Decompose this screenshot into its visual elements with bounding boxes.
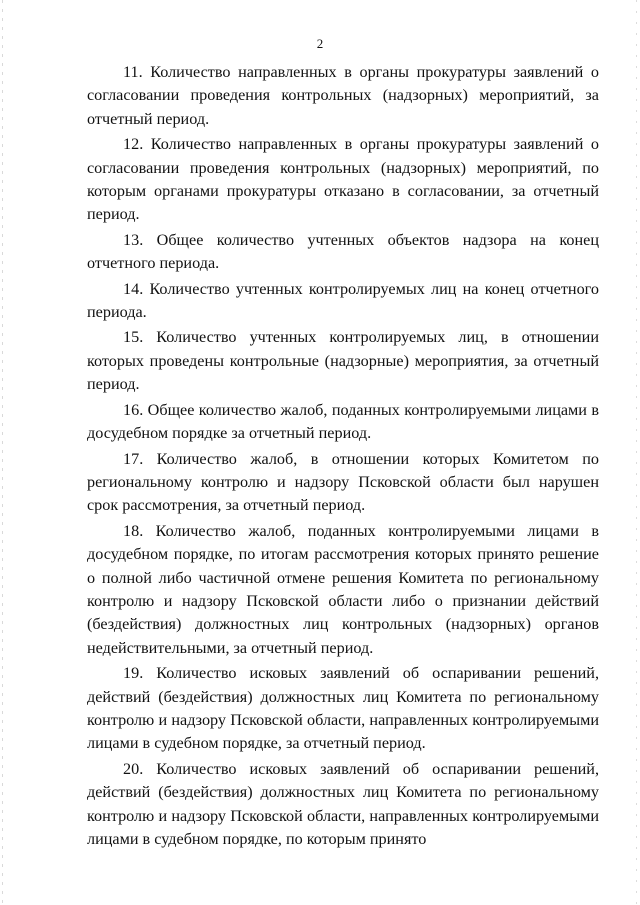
scan-edge-left	[2, 0, 3, 905]
paragraph-16: 16. Общее количество жалоб, поданных контролируемыми лицами в досудебном порядке за отчетный период.	[87, 400, 599, 443]
document-body	[87, 61, 599, 853]
paragraph-11: 11. Количество направленных в органы прокуратуры заявлений о согласовании проведения контрольных (надзорных) мероприятий, за отчетный период.	[87, 63, 599, 128]
paragraph-18: 18. Количество жалоб, поданных контролируемыми лицами в досудебном порядке, по итогам рассмотрения которых принято решение о полной либо частичной отмене решения Комитета по региональному контролю и надзору Псковской области либо о признании действий (бездействия) должностных лиц контрольных (надзорных) органов недействительными, за отчетный период.	[87, 521, 599, 657]
paragraph-19: 19. Количество исковых заявлений об оспаривании решений, действий (бездействия) должностных лиц Комитета по региональному контролю и надзору Псковской области, направленных контролируемыми лицами в судебном порядке, за отчетный период.	[87, 664, 599, 753]
paragraph-14: 14. Количество учтенных контролируемых лиц на конец отчетного периода.	[87, 279, 599, 322]
page-number: 2	[316, 36, 324, 51]
paragraph-15: 15. Количество учтенных контролируемых лиц, в отношении которых проведены контрольные (надзорные) мероприятия, за отчетный период.	[87, 328, 599, 394]
paragraph-13: 13. Общее количество учтенных объектов надзора на конец отчетного периода.	[87, 230, 599, 273]
scan-edge-right	[636, 0, 637, 905]
paragraph-12: 12. Количество направленных в органы прокуратуры заявлений о согласовании проведения контрольных (надзорных) мероприятий, по которым органами прокуратуры отказано в согласовании, за отчетный период.	[87, 135, 599, 224]
paragraph-17: 17. Количество жалоб, в отношении которых Комитетом по региональному контролю и надзору Псковской области был нарушен срок рассмотрения, за отчетный период.	[87, 449, 599, 515]
paragraph-20: 20. Количество исковых заявлений об оспаривании решений, действий (бездействия) должностных лиц Комитета по региональному контролю и надзору Псковской области, направленных контролируемыми лицами в судебном порядке, по которым принято	[87, 759, 599, 848]
